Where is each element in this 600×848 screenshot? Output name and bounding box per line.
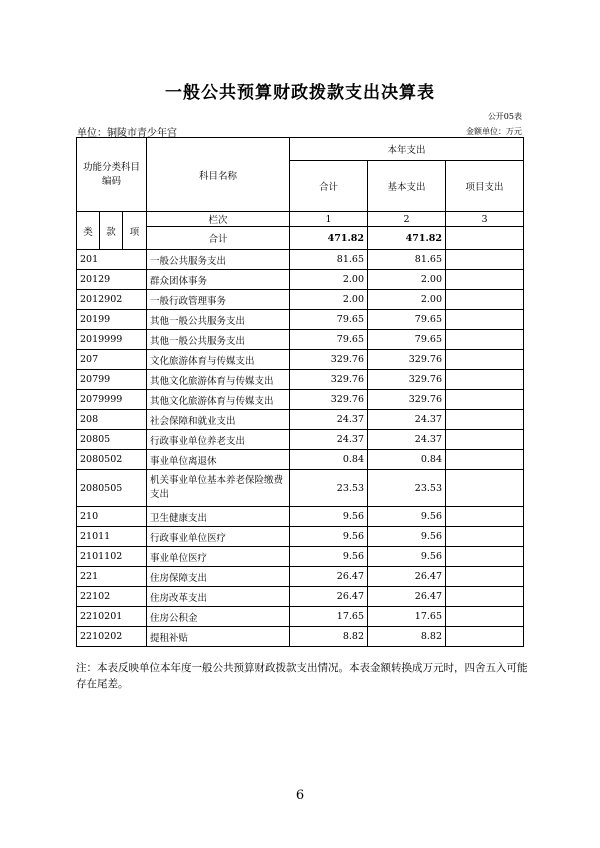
row-total: 9.56 [290, 507, 368, 527]
row-basic: 9.56 [368, 547, 446, 567]
money-unit-label: 金额单位：万元 [466, 127, 522, 136]
grand-total-value: 471.82 [290, 227, 368, 250]
row-subject-name: 其他一般公共服务支出 [147, 310, 290, 330]
row-project [446, 547, 524, 567]
row-basic: 24.37 [368, 430, 446, 450]
row-subject-name: 一般行政管理事务 [147, 290, 290, 310]
row-project [446, 390, 524, 410]
row-project [446, 607, 524, 627]
header-total: 合计 [290, 161, 368, 212]
row-project [446, 527, 524, 547]
row-code: 201 [77, 250, 147, 270]
page-number: 6 [295, 788, 305, 803]
header-lei: 类 [77, 212, 100, 250]
row-subject-name: 行政事业单位养老支出 [147, 430, 290, 450]
row-basic: 329.76 [368, 370, 446, 390]
row-project [446, 350, 524, 370]
row-total: 26.47 [290, 567, 368, 587]
row-code: 20199 [77, 310, 147, 330]
form-number: 公开05表 [487, 112, 522, 121]
row-total: 79.65 [290, 330, 368, 350]
row-total: 2.00 [290, 290, 368, 310]
row-subject-name: 机关事业单位基本养老保险缴费支出 [147, 470, 290, 507]
row-total: 23.53 [290, 470, 368, 507]
header-col3: 3 [446, 212, 524, 227]
table-row [77, 290, 524, 310]
row-total: 329.76 [290, 350, 368, 370]
table-row [77, 310, 524, 330]
row-project [446, 250, 524, 270]
header-xiang: 项 [123, 212, 147, 250]
row-basic: 79.65 [368, 310, 446, 330]
table-row [77, 607, 524, 627]
table-row [77, 470, 524, 507]
table-row [77, 507, 524, 527]
row-code: 221 [77, 567, 147, 587]
row-total: 8.82 [290, 627, 368, 647]
unit-label: 单位：铜陵市青少年宫 [77, 128, 177, 139]
row-code: 20805 [77, 430, 147, 450]
row-project [446, 587, 524, 607]
row-total: 24.37 [290, 410, 368, 430]
row-total: 9.56 [290, 547, 368, 567]
row-basic: 24.37 [368, 410, 446, 430]
row-subject-name: 社会保障和就业支出 [147, 410, 290, 430]
row-basic: 2.00 [368, 290, 446, 310]
row-project [446, 430, 524, 450]
row-project [446, 507, 524, 527]
row-subject-name: 其他文化旅游体育与传媒支出 [147, 390, 290, 410]
row-subject-name: 住房保障支出 [147, 567, 290, 587]
row-basic: 9.56 [368, 507, 446, 527]
row-code: 2019999 [77, 330, 147, 350]
row-basic: 329.76 [368, 390, 446, 410]
table-row [77, 430, 524, 450]
row-subject-name: 住房公积金 [147, 607, 290, 627]
row-project [446, 410, 524, 430]
row-total: 17.65 [290, 607, 368, 627]
header-subject-name: 科目名称 [147, 138, 290, 212]
row-code: 2210201 [77, 607, 147, 627]
row-subject-name: 其他文化旅游体育与传媒支出 [147, 370, 290, 390]
row-subject-name: 事业单位离退休 [147, 450, 290, 470]
row-project [446, 270, 524, 290]
table-note: 注：本表反映单位本年度一般公共预算财政拨款支出情况。本表金额转换成万元时，四舍五入可能存在尾差。 [76, 662, 528, 690]
row-total: 329.76 [290, 390, 368, 410]
table-row [77, 250, 524, 270]
row-basic: 81.65 [368, 250, 446, 270]
row-total: 329.76 [290, 370, 368, 390]
table-row [77, 567, 524, 587]
row-code: 2101102 [77, 547, 147, 567]
row-basic: 9.56 [368, 527, 446, 547]
row-subject-name: 一般公共服务支出 [147, 250, 290, 270]
header-current-year: 本年支出 [290, 138, 524, 161]
grand-project-value [446, 227, 524, 250]
row-total: 9.56 [290, 527, 368, 547]
row-code: 208 [77, 410, 147, 430]
table-row [77, 450, 524, 470]
row-basic: 26.47 [368, 567, 446, 587]
row-subject-name: 住房改革支出 [147, 587, 290, 607]
row-basic: 0.84 [368, 450, 446, 470]
header-col-no: 栏次 [147, 212, 290, 227]
row-subject-name: 行政事业单位医疗 [147, 527, 290, 547]
table-row [77, 587, 524, 607]
row-code: 2079999 [77, 390, 147, 410]
grand-basic-value: 471.82 [368, 227, 446, 250]
row-code: 2080505 [77, 470, 147, 507]
row-project [446, 450, 524, 470]
row-subject-name: 其他一般公共服务支出 [147, 330, 290, 350]
row-subject-name: 提租补贴 [147, 627, 290, 647]
row-total: 2.00 [290, 270, 368, 290]
row-total: 26.47 [290, 587, 368, 607]
row-total: 0.84 [290, 450, 368, 470]
row-subject-name: 卫生健康支出 [147, 507, 290, 527]
row-project [446, 567, 524, 587]
table-row [77, 350, 524, 370]
row-project [446, 290, 524, 310]
header-col2: 2 [368, 212, 446, 227]
table-row [77, 527, 524, 547]
grand-total-label: 合计 [147, 227, 290, 250]
expenditure-table [76, 137, 524, 647]
row-code: 2080502 [77, 450, 147, 470]
table-row [77, 410, 524, 430]
table-row [77, 270, 524, 290]
row-basic: 8.82 [368, 627, 446, 647]
row-basic: 2.00 [368, 270, 446, 290]
row-basic: 26.47 [368, 587, 446, 607]
row-code: 20129 [77, 270, 147, 290]
row-code: 21011 [77, 527, 147, 547]
row-basic: 329.76 [368, 350, 446, 370]
table-row [77, 627, 524, 647]
header-kuan: 款 [100, 212, 123, 250]
row-basic: 17.65 [368, 607, 446, 627]
row-project [446, 310, 524, 330]
table-row [77, 547, 524, 567]
row-code: 2210202 [77, 627, 147, 647]
row-subject-name: 文化旅游体育与传媒支出 [147, 350, 290, 370]
row-code: 20799 [77, 370, 147, 390]
row-project [446, 330, 524, 350]
row-total: 81.65 [290, 250, 368, 270]
row-code: 2012902 [77, 290, 147, 310]
row-code: 207 [77, 350, 147, 370]
header-col1: 1 [290, 212, 368, 227]
header-project: 项目支出 [446, 161, 524, 212]
row-project [446, 470, 524, 507]
row-basic: 23.53 [368, 470, 446, 507]
table-row [77, 390, 524, 410]
row-total: 79.65 [290, 310, 368, 330]
row-subject-name: 群众团体事务 [147, 270, 290, 290]
row-code: 22102 [77, 587, 147, 607]
table-row [77, 370, 524, 390]
row-total: 24.37 [290, 430, 368, 450]
row-subject-name: 事业单位医疗 [147, 547, 290, 567]
page-title: 一般公共预算财政拨款支出决算表 [165, 83, 435, 103]
header-func-code: 功能分类科目编码 [77, 138, 147, 212]
table-row [77, 330, 524, 350]
row-code: 210 [77, 507, 147, 527]
row-project [446, 627, 524, 647]
header-basic: 基本支出 [368, 161, 446, 212]
row-project [446, 370, 524, 390]
row-basic: 79.65 [368, 330, 446, 350]
